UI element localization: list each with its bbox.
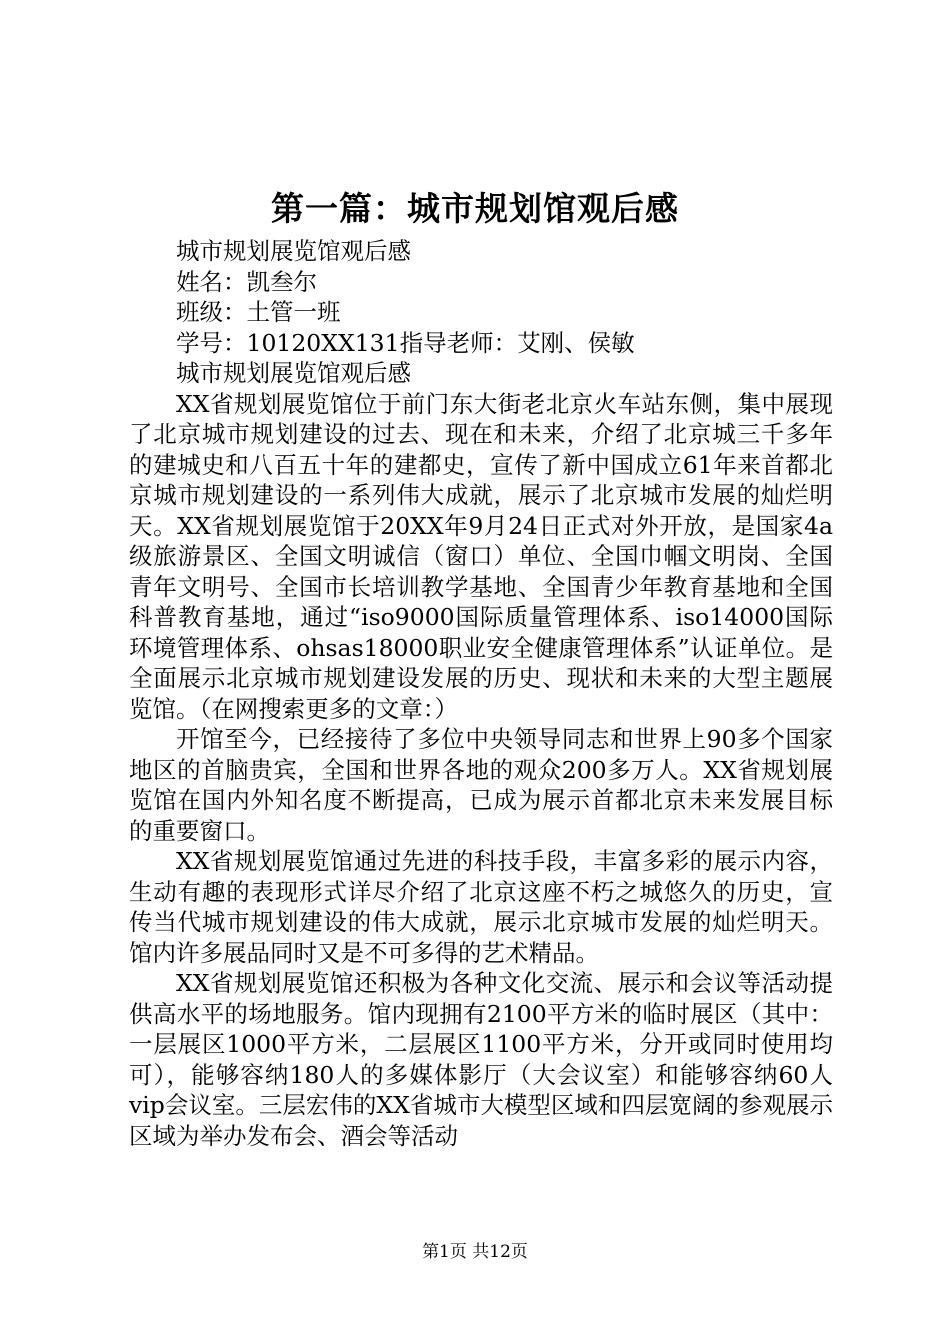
paragraph-services: XX省规划展览馆还积极为各种文化交流、展示和会议等活动提供高水平的场地服务。馆内现拥有2100平方米的临时展区（其中：一层展区1000平方米，二层展区1100平方米，分开或同时使用均可），能够容纳180人的多媒体影厅（大会议室）和能够容纳60人vip会议室。三层宏伟的XX省城市大模型区域和四层宽阔的参观展示区域为举办发布会、酒会等活动	[129, 969, 833, 1150]
paragraph-exhibits: XX省规划展览馆通过先进的科技手段，丰富多彩的展示内容，生动有趣的表现形式详尽介绍了北京这座不朽之城悠久的历史，宣传当代城市规划建设的伟大成就，展示北京城市发展的灿烂明天。馆内许多展品同时又是不可多得的艺术精品。	[129, 847, 833, 967]
paragraph-student-id: 学号：10120XX131指导老师：艾刚、侯敏	[176, 328, 635, 357]
document-title: 第一篇：城市规划馆观后感	[271, 189, 679, 228]
paragraph-intro: XX省规划展览馆位于前门东大街老北京火车站东侧，集中展现了北京城市规划建设的过去、现在和未来，介绍了北京城三千多年的建城史和八百五十年的建都史，宣传了新中国成立61年来首都北京城市规划建设的一系列伟大成就，展示了北京城市发展的灿烂明天。XX省规划展览馆于20XX年9月24日正式对外开放，是国家4a级旅游景区、全国文明诚信（窗口）单位、全国巾帼文明岗、全国青年文明号、全国市长培训教学基地、全国青少年教育基地和全国科普教育基地，通过“iso9000国际质量管理体系、iso14000国际环境管理体系、ohsas18000职业安全健康管理体系”认证单位。是全面展示北京城市规划建设发展的历史、现状和未来的大型主题展览馆。（在网搜索更多的文章：）	[129, 389, 833, 723]
document-body	[129, 236, 833, 1151]
paragraph-subtitle: 城市规划展览馆观后感	[176, 237, 411, 265]
paragraph-name: 姓名：凯叁尔	[176, 267, 317, 296]
paragraph-visitors: 开馆至今，已经接待了多位中央领导同志和世界上90多个国家地区的首脑贵宾，全国和世界各地的观众200多万人。XX省规划展览馆在国内外知名度不断提高，已成为展示首都北京未来发展目标的重要窗口。	[129, 725, 833, 845]
page-number-footer: 第1页 共12页	[422, 1242, 528, 1262]
paragraph-class: 班级：土管一班	[176, 298, 341, 326]
paragraph-subtitle-repeat: 城市规划展览馆观后感	[176, 359, 411, 387]
